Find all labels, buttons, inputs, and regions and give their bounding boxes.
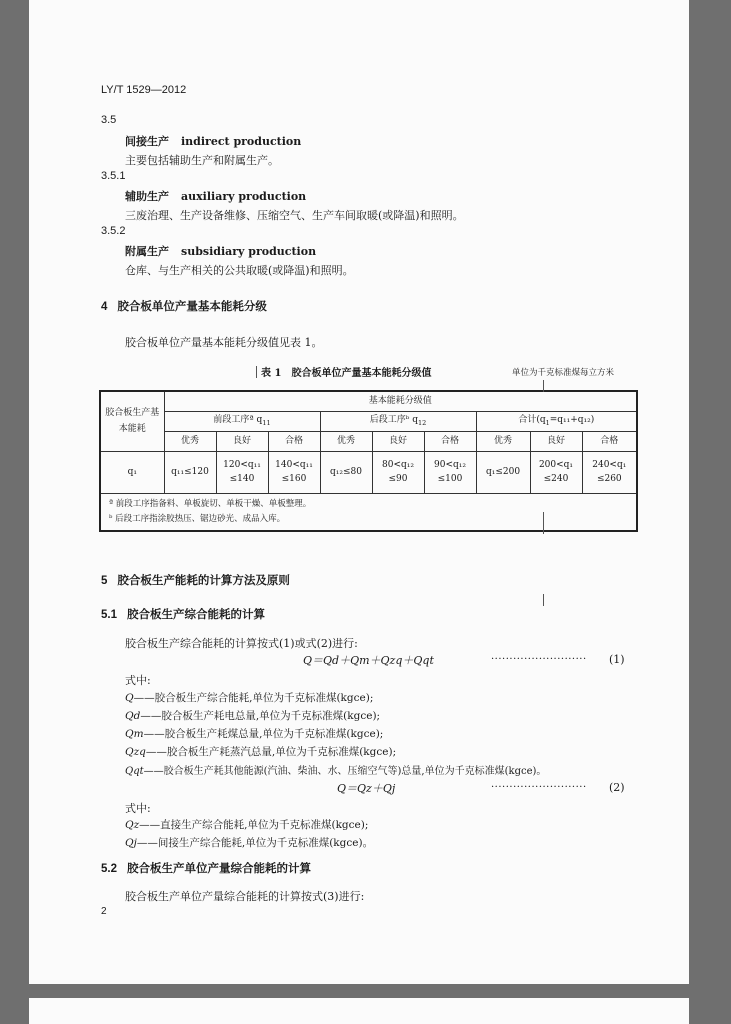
equation-2-number: (2)	[609, 781, 625, 794]
paragraph: 胶合板生产综合能耗的计算按式(1)或式(2)进行:	[125, 637, 358, 650]
symbol-definition: Qj——间接生产综合能耗,单位为千克标准煤(kgce)。	[125, 837, 374, 849]
term	[125, 243, 316, 259]
page-number: 2	[101, 906, 107, 917]
level-cell: 优秀	[476, 431, 530, 451]
clause-number: 3.5.2	[101, 225, 126, 237]
paragraph: 胶合板生产单位产量综合能耗的计算按式(3)进行:	[125, 890, 365, 903]
total-header-cell: 合计$(q_1=q_{11}+q_{12})$	[476, 411, 637, 431]
symbol-definition: Q——胶合板生产综合能耗,单位为千克标准煤(kgce);	[125, 692, 374, 704]
table-unit: 单位为千克标准煤每立方米	[512, 368, 615, 378]
symbol-definition: Qz——直接生产综合能耗,单位为千克标准煤(kgce);	[125, 819, 369, 831]
document-page	[29, 0, 689, 984]
term	[125, 188, 306, 204]
standard-code: LY/T 1529—2012	[101, 84, 187, 96]
table-notes	[100, 493, 637, 531]
equation-1: Q＝Qd＋Qm＋Qzq＋Qqt	[303, 654, 434, 667]
level-cell: 合格	[268, 431, 320, 451]
section-heading	[101, 572, 290, 588]
paragraph: 胶合板单位产量基本能耗分级值见表 1。	[125, 336, 323, 349]
value-cell: 140<q₁₁ ≤160	[268, 451, 320, 493]
stage-header-cell: 后段工序ᵇ $q_{12}$	[320, 411, 476, 431]
symbol-definition: Qm——胶合板生产耗煤总量,单位为千克标准煤(kgce);	[125, 728, 384, 740]
section-title: 胶合板单位产量基本能耗分级	[117, 299, 267, 313]
clause-number: 3.5.1	[101, 170, 126, 182]
equation-1-number: (1)	[609, 653, 625, 666]
where-label: 式中:	[125, 674, 151, 687]
symbol-definition: Qd——胶合板生产耗电总量,单位为千克标准煤(kgce);	[125, 710, 381, 722]
term-definition: 主要包括辅助生产和附属生产。	[125, 154, 279, 167]
level-cell: 优秀	[320, 431, 372, 451]
group-header-cell: 基本能耗分级值	[164, 391, 637, 411]
energy-grade-table	[99, 390, 638, 532]
value-cell: q₁₁≤120	[164, 451, 216, 493]
subsection-heading	[101, 860, 311, 876]
level-cell: 良好	[216, 431, 268, 451]
subsection-number: 5.1	[101, 609, 117, 621]
table-title: 表 1 胶合板单位产量基本能耗分级值	[261, 368, 432, 379]
term-cn: 辅助生产	[125, 190, 169, 203]
subsection-title: 胶合板生产综合能耗的计算	[127, 607, 265, 621]
scan-mark	[543, 380, 544, 392]
section-number: 5	[101, 575, 108, 587]
term-en: auxiliary production	[181, 190, 307, 203]
level-cell: 良好	[530, 431, 582, 451]
subsection-number: 5.2	[101, 863, 117, 875]
value-cell: q₁₂≤80	[320, 451, 372, 493]
value-cell: 120<q₁₁ ≤140	[216, 451, 268, 493]
scan-mark	[543, 594, 544, 606]
term-en: subsidiary production	[181, 245, 317, 258]
value-cell: q₁≤200	[476, 451, 530, 493]
subsection-title: 胶合板生产单位产量综合能耗的计算	[127, 861, 311, 875]
equation-1-leader: ··························	[491, 654, 587, 665]
term	[125, 133, 301, 149]
value-cell: 240<q₁ ≤260	[582, 451, 637, 493]
symbol-definition: Qzq——胶合板生产耗蒸汽总量,单位为千克标准煤(kgce);	[125, 746, 397, 758]
level-cell: 合格	[582, 431, 637, 451]
row-header-cell: 胶合板生产基本能耗	[100, 391, 164, 451]
where-label: 式中:	[125, 802, 151, 815]
section-number: 4	[101, 301, 108, 313]
table-note-a: ª 前段工序指备料、单板旋切、单板干燥、单板整理。	[109, 498, 312, 509]
symbol-definition: Qqt——胶合板生产耗其他能源(汽油、柴油、水、压缩空气等)总量,单位为千克标准煤(kgce)。	[125, 766, 547, 777]
equation-2-leader: ··························	[491, 782, 587, 793]
equation-2: Q＝Qz＋Qj	[337, 782, 396, 795]
section-heading	[101, 298, 267, 314]
clause-number: 3.5	[101, 114, 117, 126]
scan-mark	[543, 512, 544, 534]
term-definition: 仓库、与生产相关的公共取暖(或降温)和照明。	[125, 264, 354, 277]
level-cell: 合格	[424, 431, 476, 451]
subsection-heading	[101, 606, 265, 622]
level-cell: 良好	[372, 431, 424, 451]
value-cell: 90<q₁₂ ≤100	[424, 451, 476, 493]
level-cell: 优秀	[164, 431, 216, 451]
section-title: 胶合板生产能耗的计算方法及原则	[117, 573, 290, 587]
row-label-cell: q₁	[100, 451, 164, 493]
term-cn: 间接生产	[125, 135, 169, 148]
stage-header-cell: 前段工序ª $q_{11}$	[164, 411, 320, 431]
value-cell: 80<q₁₂ ≤90	[372, 451, 424, 493]
term-cn: 附属生产	[125, 245, 169, 258]
scan-mark	[256, 366, 257, 378]
next-page-edge	[29, 998, 689, 1024]
term-en: indirect production	[181, 135, 302, 148]
value-cell: 200<q₁ ≤240	[530, 451, 582, 493]
term-definition: 三废治理、生产设备维修、压缩空气、生产车间取暖(或降温)和照明。	[125, 209, 464, 222]
table-note-b: ᵇ 后段工序指涂胶热压、锯边砂光、成品入库。	[109, 513, 286, 524]
